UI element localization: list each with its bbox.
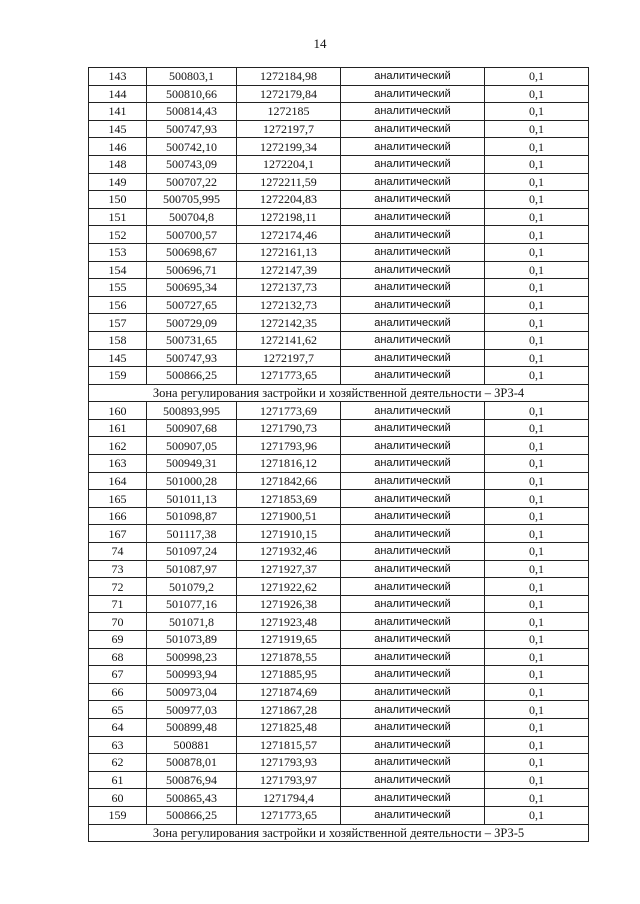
x-coordinate-cell: 500893,995 xyxy=(147,402,237,420)
accuracy-cell: 0,1 xyxy=(485,191,589,209)
y-coordinate-cell: 1272197,7 xyxy=(237,349,341,367)
method-cell: аналитический xyxy=(341,754,485,772)
method-cell: аналитический xyxy=(341,771,485,789)
accuracy-cell: 0,1 xyxy=(485,85,589,103)
method-cell: аналитический xyxy=(341,173,485,191)
accuracy-cell: 0,1 xyxy=(485,173,589,191)
y-coordinate-cell: 1271919,65 xyxy=(237,631,341,649)
point-number-cell: 151 xyxy=(89,208,147,226)
table-row xyxy=(89,85,589,103)
x-coordinate-cell: 500998,23 xyxy=(147,648,237,666)
method-cell: аналитический xyxy=(341,85,485,103)
accuracy-cell: 0,1 xyxy=(485,243,589,261)
accuracy-cell: 0,1 xyxy=(485,367,589,385)
x-coordinate-cell: 500876,94 xyxy=(147,771,237,789)
point-number-cell: 163 xyxy=(89,455,147,473)
y-coordinate-cell: 1272179,84 xyxy=(237,85,341,103)
point-number-cell: 157 xyxy=(89,314,147,332)
x-coordinate-cell: 500973,04 xyxy=(147,683,237,701)
accuracy-cell: 0,1 xyxy=(485,279,589,297)
method-cell: аналитический xyxy=(341,296,485,314)
y-coordinate-cell: 1272204,1 xyxy=(237,155,341,173)
method-cell: аналитический xyxy=(341,208,485,226)
y-coordinate-cell: 1271885,95 xyxy=(237,666,341,684)
table-row xyxy=(89,595,589,613)
method-cell: аналитический xyxy=(341,68,485,86)
y-coordinate-cell: 1271773,65 xyxy=(237,806,341,824)
y-coordinate-cell: 1271900,51 xyxy=(237,507,341,525)
table-row xyxy=(89,138,589,156)
accuracy-cell: 0,1 xyxy=(485,331,589,349)
y-coordinate-cell: 1271816,12 xyxy=(237,455,341,473)
x-coordinate-cell: 500747,93 xyxy=(147,120,237,138)
x-coordinate-cell: 500695,34 xyxy=(147,279,237,297)
y-coordinate-cell: 1271773,69 xyxy=(237,402,341,420)
x-coordinate-cell: 500878,01 xyxy=(147,754,237,772)
method-cell: аналитический xyxy=(341,507,485,525)
y-coordinate-cell: 1271923,48 xyxy=(237,613,341,631)
method-cell: аналитический xyxy=(341,226,485,244)
method-cell: аналитический xyxy=(341,631,485,649)
accuracy-cell: 0,1 xyxy=(485,754,589,772)
point-number-cell: 150 xyxy=(89,191,147,209)
y-coordinate-cell: 1272137,73 xyxy=(237,279,341,297)
x-coordinate-cell: 500729,09 xyxy=(147,314,237,332)
accuracy-cell: 0,1 xyxy=(485,120,589,138)
accuracy-cell: 0,1 xyxy=(485,595,589,613)
point-number-cell: 63 xyxy=(89,736,147,754)
method-cell: аналитический xyxy=(341,455,485,473)
method-cell: аналитический xyxy=(341,806,485,824)
method-cell: аналитический xyxy=(341,155,485,173)
point-number-cell: 155 xyxy=(89,279,147,297)
x-coordinate-cell: 500742,10 xyxy=(147,138,237,156)
y-coordinate-cell: 1272132,73 xyxy=(237,296,341,314)
table-row xyxy=(89,560,589,578)
x-coordinate-cell: 500747,93 xyxy=(147,349,237,367)
x-coordinate-cell: 500704,8 xyxy=(147,208,237,226)
point-number-cell: 145 xyxy=(89,349,147,367)
table-row xyxy=(89,243,589,261)
accuracy-cell: 0,1 xyxy=(485,543,589,561)
method-cell: аналитический xyxy=(341,472,485,490)
method-cell: аналитический xyxy=(341,543,485,561)
accuracy-cell: 0,1 xyxy=(485,631,589,649)
y-coordinate-cell: 1272197,7 xyxy=(237,120,341,138)
y-coordinate-cell: 1271794,4 xyxy=(237,789,341,807)
zone-heading-row xyxy=(89,824,589,842)
y-coordinate-cell: 1272147,39 xyxy=(237,261,341,279)
table-row xyxy=(89,455,589,473)
x-coordinate-cell: 500696,71 xyxy=(147,261,237,279)
method-cell: аналитический xyxy=(341,437,485,455)
method-cell: аналитический xyxy=(341,367,485,385)
x-coordinate-cell: 500866,25 xyxy=(147,806,237,824)
point-number-cell: 164 xyxy=(89,472,147,490)
point-number-cell: 167 xyxy=(89,525,147,543)
accuracy-cell: 0,1 xyxy=(485,226,589,244)
x-coordinate-cell: 500865,43 xyxy=(147,789,237,807)
y-coordinate-cell: 1271910,15 xyxy=(237,525,341,543)
point-number-cell: 61 xyxy=(89,771,147,789)
x-coordinate-cell: 500731,65 xyxy=(147,331,237,349)
y-coordinate-cell: 1272199,34 xyxy=(237,138,341,156)
table-row xyxy=(89,613,589,631)
point-number-cell: 62 xyxy=(89,754,147,772)
table-row xyxy=(89,648,589,666)
point-number-cell: 145 xyxy=(89,120,147,138)
point-number-cell: 60 xyxy=(89,789,147,807)
x-coordinate-cell: 500949,31 xyxy=(147,455,237,473)
accuracy-cell: 0,1 xyxy=(485,648,589,666)
table-row xyxy=(89,402,589,420)
point-number-cell: 141 xyxy=(89,103,147,121)
accuracy-cell: 0,1 xyxy=(485,578,589,596)
accuracy-cell: 0,1 xyxy=(485,560,589,578)
method-cell: аналитический xyxy=(341,261,485,279)
table-row xyxy=(89,631,589,649)
zone-heading: Зона регулирования застройки и хозяйственной деятельности – ЗРЗ-4 xyxy=(89,384,589,402)
x-coordinate-cell: 501073,89 xyxy=(147,631,237,649)
accuracy-cell: 0,1 xyxy=(485,525,589,543)
point-number-cell: 156 xyxy=(89,296,147,314)
point-number-cell: 153 xyxy=(89,243,147,261)
table-row xyxy=(89,103,589,121)
table-row xyxy=(89,789,589,807)
point-number-cell: 67 xyxy=(89,666,147,684)
accuracy-cell: 0,1 xyxy=(485,138,589,156)
method-cell: аналитический xyxy=(341,314,485,332)
page-number: 14 xyxy=(313,36,327,51)
point-number-cell: 161 xyxy=(89,419,147,437)
x-coordinate-cell: 500700,57 xyxy=(147,226,237,244)
point-number-cell: 149 xyxy=(89,173,147,191)
point-number-cell: 74 xyxy=(89,543,147,561)
x-coordinate-cell: 500866,25 xyxy=(147,367,237,385)
method-cell: аналитический xyxy=(341,120,485,138)
point-number-cell: 159 xyxy=(89,806,147,824)
point-number-cell: 146 xyxy=(89,138,147,156)
method-cell: аналитический xyxy=(341,736,485,754)
point-number-cell: 165 xyxy=(89,490,147,508)
method-cell: аналитический xyxy=(341,419,485,437)
point-number-cell: 148 xyxy=(89,155,147,173)
accuracy-cell: 0,1 xyxy=(485,314,589,332)
point-number-cell: 152 xyxy=(89,226,147,244)
method-cell: аналитический xyxy=(341,279,485,297)
table-row xyxy=(89,120,589,138)
x-coordinate-cell: 500743,09 xyxy=(147,155,237,173)
y-coordinate-cell: 1271927,37 xyxy=(237,560,341,578)
point-number-cell: 162 xyxy=(89,437,147,455)
table-row xyxy=(89,226,589,244)
method-cell: аналитический xyxy=(341,243,485,261)
point-number-cell: 73 xyxy=(89,560,147,578)
y-coordinate-cell: 1272198,11 xyxy=(237,208,341,226)
table-row xyxy=(89,68,589,86)
table-row xyxy=(89,419,589,437)
accuracy-cell: 0,1 xyxy=(485,613,589,631)
method-cell: аналитический xyxy=(341,191,485,209)
method-cell: аналитический xyxy=(341,103,485,121)
x-coordinate-cell: 500993,94 xyxy=(147,666,237,684)
accuracy-cell: 0,1 xyxy=(485,155,589,173)
table-row xyxy=(89,349,589,367)
point-number-cell: 166 xyxy=(89,507,147,525)
y-coordinate-cell: 1271793,96 xyxy=(237,437,341,455)
accuracy-cell: 0,1 xyxy=(485,718,589,736)
method-cell: аналитический xyxy=(341,349,485,367)
x-coordinate-cell: 501098,87 xyxy=(147,507,237,525)
table-row xyxy=(89,718,589,736)
table-row xyxy=(89,525,589,543)
y-coordinate-cell: 1272184,98 xyxy=(237,68,341,86)
accuracy-cell: 0,1 xyxy=(485,490,589,508)
point-number-cell: 158 xyxy=(89,331,147,349)
y-coordinate-cell: 1272174,46 xyxy=(237,226,341,244)
y-coordinate-cell: 1271825,48 xyxy=(237,718,341,736)
x-coordinate-cell: 500707,22 xyxy=(147,173,237,191)
table-row xyxy=(89,701,589,719)
method-cell: аналитический xyxy=(341,701,485,719)
accuracy-cell: 0,1 xyxy=(485,789,589,807)
accuracy-cell: 0,1 xyxy=(485,771,589,789)
table-row xyxy=(89,191,589,209)
table-row xyxy=(89,754,589,772)
y-coordinate-cell: 1272185 xyxy=(237,103,341,121)
method-cell: аналитический xyxy=(341,648,485,666)
method-cell: аналитический xyxy=(341,683,485,701)
point-number-cell: 159 xyxy=(89,367,147,385)
y-coordinate-cell: 1271793,97 xyxy=(237,771,341,789)
point-number-cell: 154 xyxy=(89,261,147,279)
accuracy-cell: 0,1 xyxy=(485,806,589,824)
x-coordinate-cell: 501117,38 xyxy=(147,525,237,543)
method-cell: аналитический xyxy=(341,666,485,684)
x-coordinate-cell: 500881 xyxy=(147,736,237,754)
table-row xyxy=(89,331,589,349)
accuracy-cell: 0,1 xyxy=(485,296,589,314)
x-coordinate-cell: 500907,68 xyxy=(147,419,237,437)
y-coordinate-cell: 1271793,93 xyxy=(237,754,341,772)
point-number-cell: 68 xyxy=(89,648,147,666)
accuracy-cell: 0,1 xyxy=(485,736,589,754)
y-coordinate-cell: 1272204,83 xyxy=(237,191,341,209)
zone-heading: Зона регулирования застройки и хозяйственной деятельности – ЗРЗ-5 xyxy=(89,824,589,842)
table-row xyxy=(89,666,589,684)
zone-heading-row xyxy=(89,384,589,402)
method-cell: аналитический xyxy=(341,490,485,508)
x-coordinate-cell: 501079,2 xyxy=(147,578,237,596)
table-row xyxy=(89,736,589,754)
accuracy-cell: 0,1 xyxy=(485,437,589,455)
x-coordinate-cell: 500727,65 xyxy=(147,296,237,314)
y-coordinate-cell: 1271773,65 xyxy=(237,367,341,385)
table-row xyxy=(89,155,589,173)
x-coordinate-cell: 500803,1 xyxy=(147,68,237,86)
y-coordinate-cell: 1272141,62 xyxy=(237,331,341,349)
table-row xyxy=(89,208,589,226)
coordinates-table-body xyxy=(89,68,589,842)
x-coordinate-cell: 501097,24 xyxy=(147,543,237,561)
y-coordinate-cell: 1272211,59 xyxy=(237,173,341,191)
method-cell: аналитический xyxy=(341,789,485,807)
y-coordinate-cell: 1271815,57 xyxy=(237,736,341,754)
y-coordinate-cell: 1271922,62 xyxy=(237,578,341,596)
table-row xyxy=(89,437,589,455)
table-row xyxy=(89,296,589,314)
accuracy-cell: 0,1 xyxy=(485,701,589,719)
table-row xyxy=(89,314,589,332)
table-row xyxy=(89,771,589,789)
x-coordinate-cell: 501071,8 xyxy=(147,613,237,631)
method-cell: аналитический xyxy=(341,595,485,613)
point-number-cell: 65 xyxy=(89,701,147,719)
point-number-cell: 144 xyxy=(89,85,147,103)
accuracy-cell: 0,1 xyxy=(485,507,589,525)
table-row xyxy=(89,507,589,525)
y-coordinate-cell: 1271842,66 xyxy=(237,472,341,490)
y-coordinate-cell: 1272142,35 xyxy=(237,314,341,332)
accuracy-cell: 0,1 xyxy=(485,683,589,701)
method-cell: аналитический xyxy=(341,578,485,596)
method-cell: аналитический xyxy=(341,613,485,631)
point-number-cell: 70 xyxy=(89,613,147,631)
y-coordinate-cell: 1271926,38 xyxy=(237,595,341,613)
table-row xyxy=(89,806,589,824)
method-cell: аналитический xyxy=(341,525,485,543)
method-cell: аналитический xyxy=(341,138,485,156)
accuracy-cell: 0,1 xyxy=(485,103,589,121)
method-cell: аналитический xyxy=(341,402,485,420)
table-row xyxy=(89,683,589,701)
method-cell: аналитический xyxy=(341,331,485,349)
y-coordinate-cell: 1271853,69 xyxy=(237,490,341,508)
table-row xyxy=(89,173,589,191)
accuracy-cell: 0,1 xyxy=(485,666,589,684)
x-coordinate-cell: 501087,97 xyxy=(147,560,237,578)
table-row xyxy=(89,367,589,385)
table-row xyxy=(89,472,589,490)
y-coordinate-cell: 1271878,55 xyxy=(237,648,341,666)
accuracy-cell: 0,1 xyxy=(485,402,589,420)
y-coordinate-cell: 1271932,46 xyxy=(237,543,341,561)
accuracy-cell: 0,1 xyxy=(485,68,589,86)
accuracy-cell: 0,1 xyxy=(485,208,589,226)
y-coordinate-cell: 1271790,73 xyxy=(237,419,341,437)
table-row xyxy=(89,490,589,508)
x-coordinate-cell: 501000,28 xyxy=(147,472,237,490)
x-coordinate-cell: 500810,66 xyxy=(147,85,237,103)
method-cell: аналитический xyxy=(341,560,485,578)
x-coordinate-cell: 500705,995 xyxy=(147,191,237,209)
table-row xyxy=(89,261,589,279)
accuracy-cell: 0,1 xyxy=(485,472,589,490)
y-coordinate-cell: 1271874,69 xyxy=(237,683,341,701)
accuracy-cell: 0,1 xyxy=(485,261,589,279)
accuracy-cell: 0,1 xyxy=(485,419,589,437)
table-row xyxy=(89,543,589,561)
point-number-cell: 64 xyxy=(89,718,147,736)
accuracy-cell: 0,1 xyxy=(485,349,589,367)
point-number-cell: 69 xyxy=(89,631,147,649)
x-coordinate-cell: 501077,16 xyxy=(147,595,237,613)
y-coordinate-cell: 1272161,13 xyxy=(237,243,341,261)
y-coordinate-cell: 1271867,28 xyxy=(237,701,341,719)
point-number-cell: 160 xyxy=(89,402,147,420)
point-number-cell: 66 xyxy=(89,683,147,701)
coordinates-table xyxy=(88,67,589,842)
point-number-cell: 71 xyxy=(89,595,147,613)
table-row xyxy=(89,279,589,297)
x-coordinate-cell: 500814,43 xyxy=(147,103,237,121)
accuracy-cell: 0,1 xyxy=(485,455,589,473)
x-coordinate-cell: 500977,03 xyxy=(147,701,237,719)
x-coordinate-cell: 500698,67 xyxy=(147,243,237,261)
point-number-cell: 72 xyxy=(89,578,147,596)
table-row xyxy=(89,578,589,596)
x-coordinate-cell: 500899,48 xyxy=(147,718,237,736)
method-cell: аналитический xyxy=(341,718,485,736)
x-coordinate-cell: 500907,05 xyxy=(147,437,237,455)
point-number-cell: 143 xyxy=(89,68,147,86)
x-coordinate-cell: 501011,13 xyxy=(147,490,237,508)
